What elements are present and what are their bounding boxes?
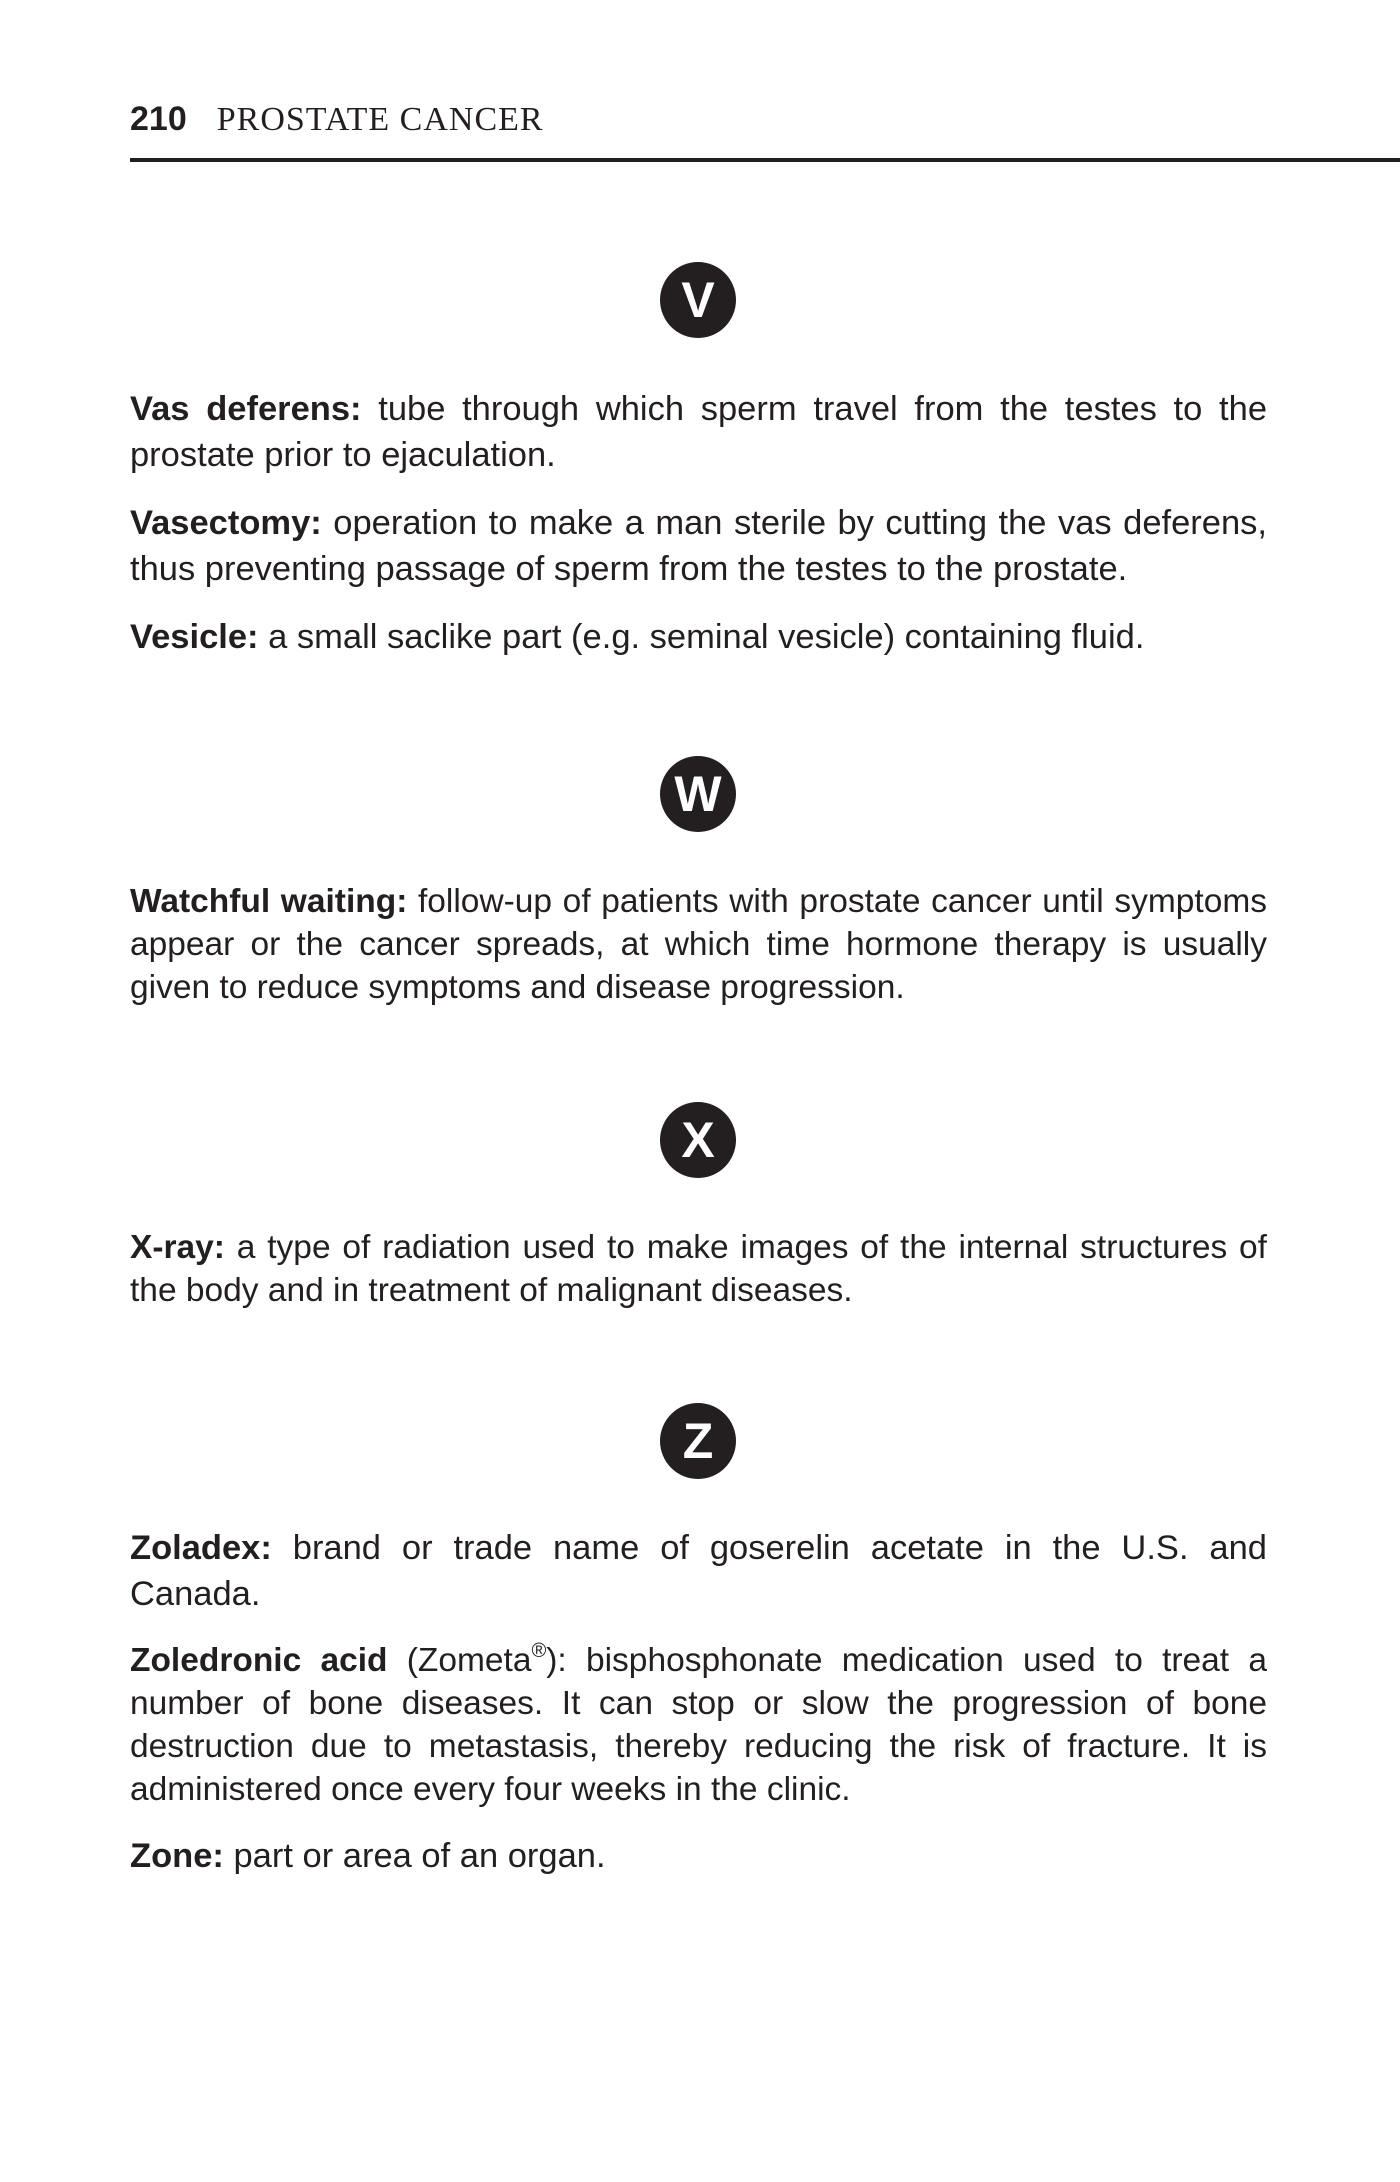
section-v (130, 386, 1267, 682)
glossary-definition: follow-up of patients with prostate cancer until symptoms appear or the cancer spreads, at which time hormone therapy is usually given to reduce symptoms and disease progression. (130, 883, 1267, 1006)
section-x (130, 1226, 1267, 1334)
glossary-definition: operation to make a man sterile by cutting the vas deferens, thus preventing passage of sperm from the testes to the prostate. (130, 504, 1267, 588)
glossary-term: Watchful waiting: (130, 883, 408, 920)
glossary-term: Zone: (130, 1837, 224, 1875)
glossary-term: Zoladex: (130, 1529, 272, 1567)
glossary-term: Vasectomy: (130, 504, 322, 542)
glossary-definition: a small saclike part (e.g. seminal vesicle) containing fluid. (258, 618, 1145, 656)
glossary-term: Zoledronic acid (130, 1642, 388, 1679)
glossary-entry-vesicle (130, 614, 1267, 660)
letter-badge-x: X (660, 1102, 736, 1178)
glossary-term: Vesicle: (130, 618, 259, 656)
glossary-definition: bisphosphonate medication used to treat a number of bone diseases. It can stop or slow the progression of bone destruction due to metastasis, thereby reducing the risk of fracture. It is administered once every four weeks in the clinic. (130, 1642, 1267, 1808)
glossary-entry-zoledronic-acid (130, 1639, 1267, 1811)
glossary-entry-x-ray (130, 1226, 1267, 1312)
header-rule (130, 158, 1400, 162)
glossary-term: Vas deferens: (130, 390, 362, 428)
glossary-entry-watchful-waiting (130, 880, 1267, 1009)
glossary-definition: tube through which sperm travel from the testes to the prostate prior to ejaculation. (130, 390, 1268, 474)
brand-name: (Zometa (387, 1642, 532, 1679)
glossary-entry-zoladex (130, 1525, 1267, 1617)
section-w (130, 880, 1267, 1031)
glossary-definition: a type of radiation used to make images of the internal structures of the body and in treatment of malignant diseases. (130, 1229, 1267, 1309)
running-head (130, 100, 544, 150)
letter-badge-z: Z (660, 1403, 736, 1479)
page-number: 210 (130, 100, 187, 138)
glossary-entry-vasectomy (130, 500, 1267, 592)
glossary-entry-zone (130, 1833, 1267, 1879)
glossary-term: X-ray: (130, 1229, 225, 1266)
letter-badge-v: V (660, 262, 736, 338)
glossary-definition: brand or trade name of goserelin acetate in the U.S. and Canada. (130, 1529, 1267, 1613)
letter-badge-w: W (660, 756, 736, 832)
running-title: PROSTATE CANCER (216, 101, 544, 138)
brand-name-close: ): (546, 1642, 567, 1679)
glossary-definition: part or area of an organ. (223, 1837, 606, 1875)
section-z (130, 1525, 1267, 1901)
registered-mark: ® (531, 1639, 547, 1662)
glossary-entry-vas-deferens (130, 386, 1267, 478)
